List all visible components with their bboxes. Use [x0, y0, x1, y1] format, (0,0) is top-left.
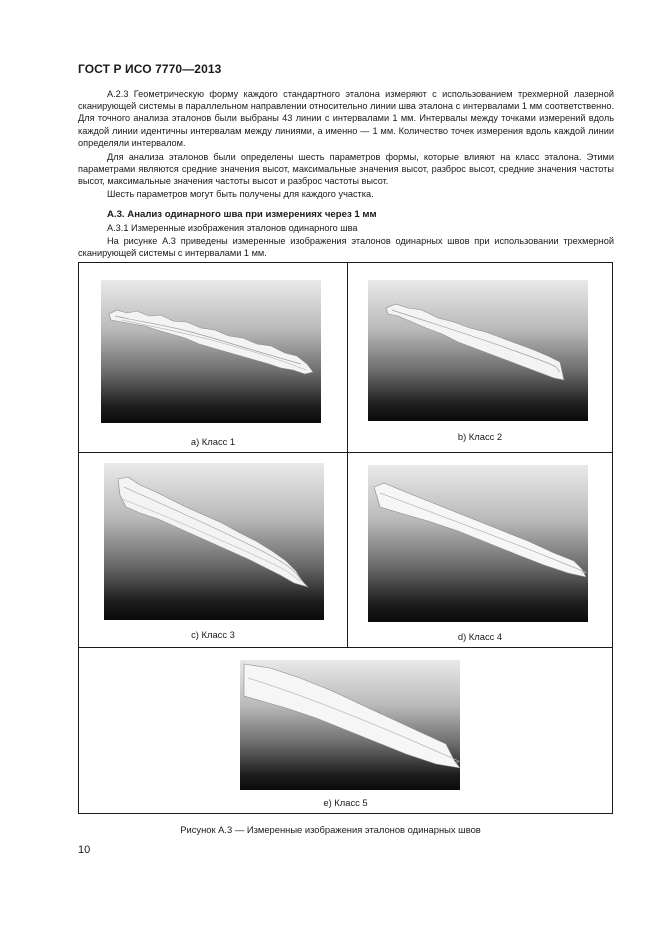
paragraph-parameters: Для анализа эталонов были определены шесть параметров формы, которые влияют на класс эталона. Этими параметрами являются средние значения высот, максимальные значения высот, разброс высот, средние значения частоты высот, максимальные значения частоты высот и разброс частоты высот.	[78, 152, 614, 187]
figure-panel-class-3	[79, 453, 347, 647]
caption-class-5: е) Класс 5	[323, 797, 368, 808]
document-header: ГОСТ Р ИСО 7770—2013	[78, 62, 222, 76]
weld-scan-image-class-1	[101, 280, 321, 423]
weld-scan-image-class-5	[240, 660, 460, 790]
paragraph-six-parameters: Шесть параметров могут быть получены для каждого участка.	[107, 189, 374, 199]
figure-panel-class-2	[348, 263, 612, 452]
paragraph-a23: A.2.3 Геометрическую форму каждого стандартного эталона измеряют с использованием трехмерной лазерной сканирующей системы в параллельном направлении относительно линии шва эталона с интервалами 1 мм соответственно. Для точного анализа эталонов были выбраны 43 линии с интервалами 1 мм. Интервалы между точками измерений вдоль каждой линии идентичны интервалам между линиями, а именно — 1 мм. Количество точек измерения вдоль каждой линии определяли интервалом.	[78, 89, 614, 148]
weld-scan-image-class-4	[368, 465, 588, 622]
caption-class-1: а) Класс 1	[190, 436, 236, 447]
figure-grid	[78, 262, 613, 814]
paragraph-figure-intro: На рисунке А.3 приведены измеренные изображения эталонов одинарных швов при использовании трехмерной сканирующей системы с интервалами 1 мм.	[78, 236, 614, 259]
figure-panel-class-5	[79, 648, 612, 814]
caption-class-2: b) Класс 2	[457, 431, 503, 442]
figure-panel-class-1	[79, 263, 347, 452]
section-title: A.3. Анализ одинарного шва при измерениях через 1 мм	[107, 209, 377, 220]
caption-class-4: d) Класс 4	[457, 631, 503, 642]
figure-caption: Рисунок А.3 — Измеренные изображения эталонов одинарных швов	[180, 824, 481, 835]
page-number: 10	[78, 844, 91, 856]
weld-scan-image-class-3	[104, 463, 324, 620]
weld-scan-image-class-2	[368, 280, 588, 421]
subsection-title: A.3.1 Измеренные изображения эталонов одинарного шва	[107, 223, 358, 233]
figure-panel-class-4	[348, 453, 612, 647]
caption-class-3: с) Класс 3	[191, 629, 235, 640]
